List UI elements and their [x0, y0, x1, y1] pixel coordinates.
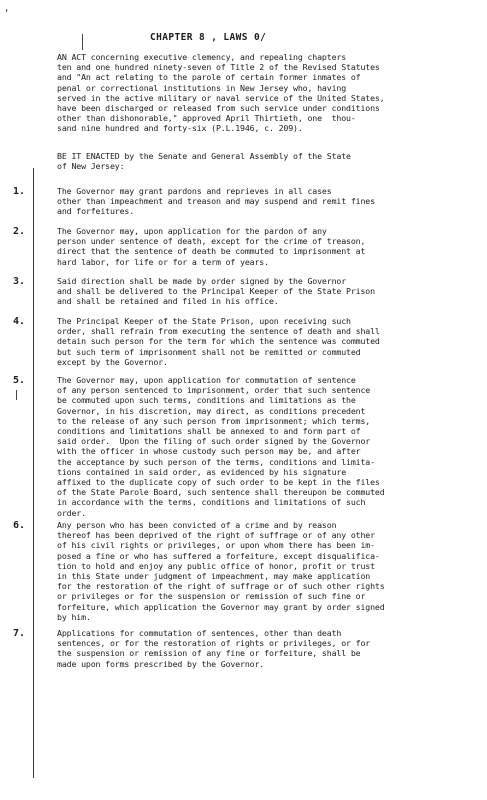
- section-text-6: Any person who has been convicted of a crime and by reason thereof has been deprived of the right of suffrage or of any other of his civil rights or privileges, or upon whom there has been im- posed a fine or who has suffered a forfeiture, except disqualifica- tion to hold and enjoy any public office of honor, profit or trust in this State under judgment of impeachment, may make application for the restoration of the right of suffrage or of such other rights or privileges or for the suspension or remission of such fine or forfeiture, which application the Governor may grant by order signed by him.: [57, 520, 385, 622]
- enacting-clause: BE IT ENACTED by the Senate and General Assembly of the State of New Jersey:: [57, 151, 351, 172]
- section-number-1: 1.: [13, 186, 26, 197]
- section-text-4: The Principal Keeper of the State Prison, upon receiving such order, shall refrain from executing the sentence of death and shall detain such person for the term for which the sentence was commuted but such term of imprisonment shall not be remitted or commuted except by the Governor.: [57, 316, 380, 367]
- section-number-5: 5.: [13, 375, 26, 386]
- corner-mark: ,: [4, 4, 10, 14]
- section-text-7: Applications for commutation of sentences, other than death sentences, or for the restoration of rights or privileges, or for the suspension or remission of any fine or forfeiture, shall be made upon forms prescribed by the Governor.: [57, 628, 371, 669]
- chapter-heading: CHAPTER 8 , LAWS 0/: [150, 32, 267, 43]
- section-number-6: 6.: [13, 520, 26, 531]
- margin-tick-mark: [16, 390, 17, 400]
- margin-pen-mark: [82, 34, 83, 50]
- section-number-2: 2.: [13, 226, 26, 237]
- section-number-3: 3.: [13, 276, 26, 287]
- section-number-4: 4.: [13, 316, 26, 327]
- act-title-paragraph: AN ACT concerning executive clemency, and repealing chapters ten and one hundred ninety-seven of Title 2 of the Revised Statutes and "An act relating to the parole of certain former inmates of penal or correctional institutions in New Jersey who, having served in the active military or naval service of the United States, have been discharged or released from such service under conditions other than dishonorable," approved April Thirtieth, one thou- sand nine hundred and forty-six (P.L.1946, c. 209).: [57, 52, 385, 134]
- section-number-7: 7.: [13, 628, 26, 639]
- section-text-3: Said direction shall be made by order signed by the Governor and shall be delivered to the Principal Keeper of the State Prison and shall be retained and filed in his office.: [57, 276, 375, 307]
- margin-rule: [33, 168, 34, 778]
- section-text-2: The Governor may, upon application for the pardon of any person under sentence of death, except for the crime of treason, direct that the sentence of death be commuted to imprisonment at hard labor, for life or for a term of years.: [57, 226, 366, 267]
- section-text-1: The Governor may grant pardons and reprieves in all cases other than impeachment and treason and may suspend and remit fines and forfeitures.: [57, 186, 375, 217]
- section-text-5: The Governor may, upon application for commutation of sentence of any person sentenced to imprisonment, order that such sentence be commuted upon such terms, conditions and limitations as the Governor, in his discretion, may direct, as conditions precedent to the release of any such person from imprisonment; which terms, conditions and limitations shall be annexed to and form part of said order. Upon the filing of such order signed by the Governor with the officer in whose custody such person may be, and after the acceptance by such person of the terms, conditions and limita- tions contained in said order, as evidenced by his signature affixed to the duplicate copy of such order to be kept in the files of the State Parole Board, such sentence shall thereupon be commuted in accordance with the terms, conditions and limitations of such order.: [57, 375, 385, 518]
